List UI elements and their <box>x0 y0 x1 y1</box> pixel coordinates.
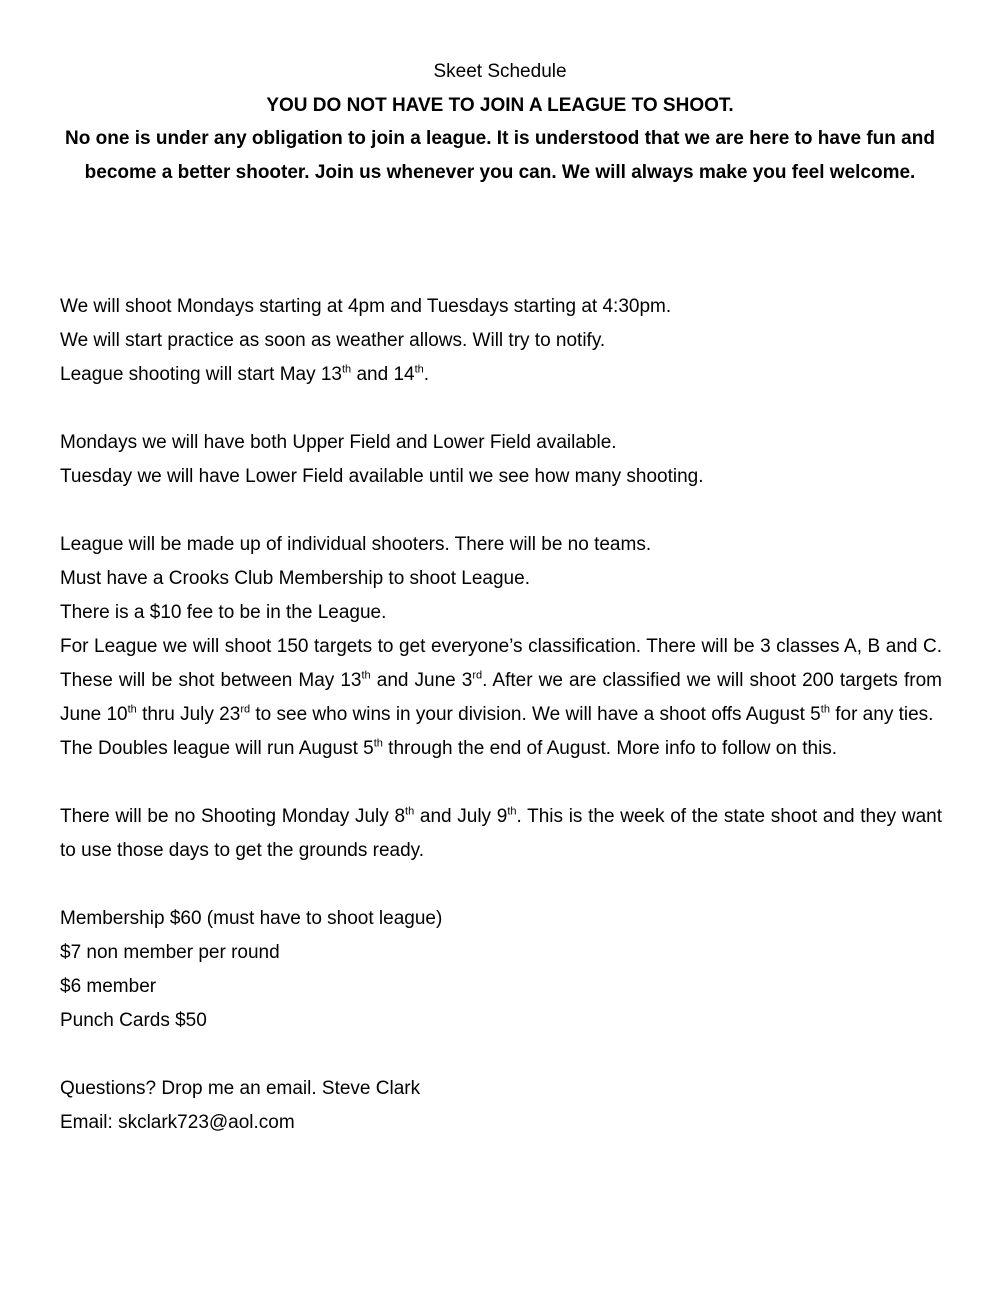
doubles-league-line: The Doubles league will run August 5th through the end of August. More info to follow on this. <box>60 737 838 759</box>
document-body <box>60 290 942 1140</box>
price-line: Punch Cards $50 <box>60 1010 207 1031</box>
contact-questions: Questions? Drop me an email. Steve Clark <box>60 1078 421 1099</box>
no-shooting-paragraph: There will be no Shooting Monday July 8th and July 9th. This is the week of the state shoot and they want to use those days to get the grounds ready. <box>60 805 942 861</box>
intro-paragraph: No one is under any obligation to join a league. It is understood that we are here to have fun and become a better shooter. Join us whenever you can. We will always make you feel welcome. <box>65 128 935 183</box>
fields-line: Mondays we will have both Upper Field and Lower Field available. <box>60 432 617 453</box>
price-line: Membership $60 (must have to shoot league) <box>60 908 443 929</box>
document-title: Skeet Schedule <box>433 61 567 82</box>
fields-line: Tuesday we will have Lower Field available until we see how many shooting. <box>60 466 704 487</box>
classification-paragraph: For League we will shoot 150 targets to get everyone’s classification. There will be 3 classes A, B and C. These will be shot between May 13th and June 3rd. After we are classified we will shoot 200 targets from June 10th thru July 23rd to see who wins in your division. We will have a shoot offs August 5th for any ties. <box>60 636 942 725</box>
contact-email: Email: skclark723@aol.com <box>60 1112 295 1133</box>
league-line: League will be made up of individual shooters. There will be no teams. <box>60 534 652 555</box>
league-line: There is a $10 fee to be in the League. <box>60 602 387 623</box>
price-line: $7 non member per round <box>60 942 280 963</box>
league-start-line: League shooting will start May 13th and 14th. <box>60 363 430 385</box>
schedule-line: We will start practice as soon as weather allows. Will try to notify. <box>60 330 606 351</box>
price-line: $6 member <box>60 976 157 997</box>
league-banner: YOU DO NOT HAVE TO JOIN A LEAGUE TO SHOOT. <box>266 95 734 116</box>
league-line: Must have a Crooks Club Membership to shoot League. <box>60 568 530 589</box>
schedule-line: We will shoot Mondays starting at 4pm and Tuesdays starting at 4:30pm. <box>60 296 672 317</box>
